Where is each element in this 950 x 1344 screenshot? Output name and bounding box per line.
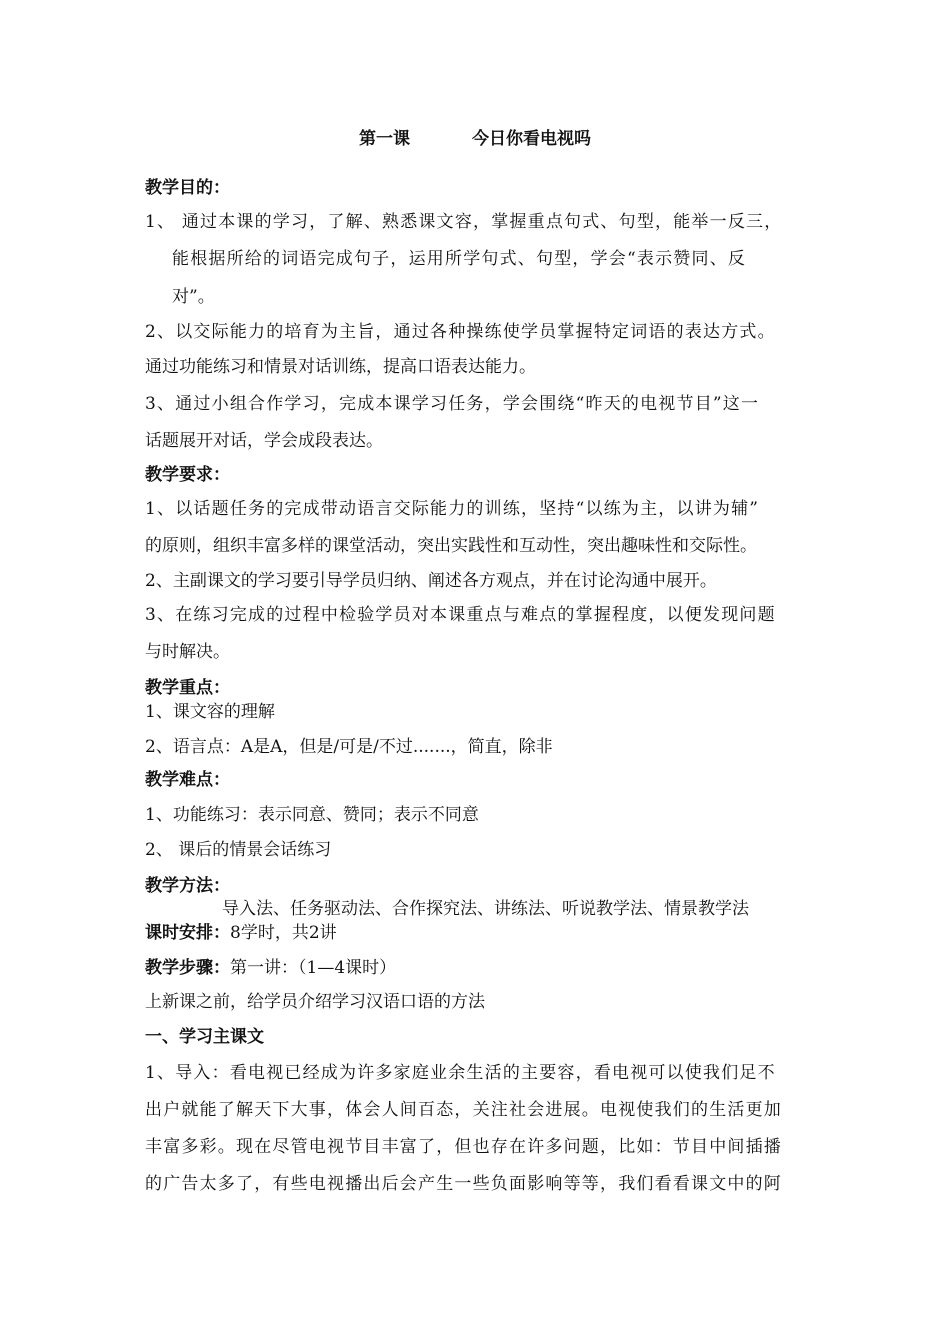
- requirements-line: 2、主副课文的学习要引导学员归纳、阐述各方观点，并在讨论沟通中展开。: [145, 571, 717, 591]
- requirements-line: 的原则，组织丰富多样的课堂活动，突出实践性和互动性，突出趣味性和交际性。: [145, 536, 757, 556]
- keypoints-line: 1、课文容的理解: [145, 702, 275, 722]
- objectives-line: 3、通过小组合作学习，完成本课学习任务，学会围绕“昨天的电视节目”这一: [145, 394, 760, 414]
- lesson-name: 今日你看电视吗: [472, 129, 591, 149]
- objectives-line: 1、 通过本课的学习，了解、熟悉课文容，掌握重点句式、句型，能举一反三，: [145, 212, 783, 232]
- objectives-heading: 教学目的：: [145, 178, 230, 198]
- schedule-text: 8学时，共2讲: [230, 923, 337, 943]
- keypoints-heading: 教学重点：: [145, 678, 230, 698]
- requirements-line: 1、以话题任务的完成带动语言交际能力的训练，坚持“以练为主，以讲为辅”: [145, 499, 760, 519]
- objectives-line: 话题展开对话，学会成段表达。: [145, 431, 383, 451]
- section1-line: 1、导入：看电视已经成为许多家庭业余生活的主要容，看电视可以使我们足不: [145, 1063, 776, 1083]
- lesson-number: 第一课: [359, 129, 410, 149]
- section1-line: 丰富多彩。现在尽管电视节目丰富了，但也存在许多问题，比如：节目中间插播: [145, 1137, 782, 1157]
- objectives-line: 能根据所给的词语完成句子，运用所学句式、句型，学会“表示赞同、反: [172, 249, 747, 269]
- schedule-heading: 课时安排：: [145, 923, 230, 943]
- objectives-line: 通过功能练习和情景对话训练，提高口语表达能力。: [145, 357, 536, 377]
- steps-text: 第一讲：（1—4课时）: [230, 958, 397, 978]
- methods-line: 导入法、任务驱动法、合作探究法、讲练法、听说教学法、情景教学法: [222, 899, 749, 919]
- section1-line: 的广告太多了，有些电视播出后会产生一些负面影响等等，我们看看课文中的阿: [145, 1174, 782, 1194]
- difficulties-heading: 教学难点：: [145, 770, 230, 790]
- steps-line: [145, 956, 396, 980]
- requirements-heading: 教学要求：: [145, 465, 230, 485]
- intro-line: 上新课之前，给学员介绍学习汉语口语的方法: [145, 992, 485, 1012]
- objectives-line: 对”。: [172, 287, 215, 307]
- requirements-line: 3、在练习完成的过程中检验学员对本课重点与难点的掌握程度，以便发现问题: [145, 605, 776, 625]
- keypoints-line: 2、语言点：A是A，但是/可是/不过.......，简直，除非: [145, 737, 553, 757]
- objectives-line: 2、以交际能力的培育为主旨，通过各种操练使学员掌握特定词语的表达方式。: [145, 322, 776, 342]
- difficulties-line: 2、 课后的情景会话练习: [145, 840, 332, 860]
- requirements-line: 与时解决。: [145, 642, 230, 662]
- methods-heading: 教学方法：: [145, 876, 230, 896]
- section1-heading: 一、学习主课文: [145, 1027, 264, 1047]
- difficulties-line: 1、功能练习：表示同意、赞同；表示不同意: [145, 805, 479, 825]
- page-title: [0, 124, 950, 149]
- schedule-line: [145, 921, 337, 945]
- steps-heading: 教学步骤：: [145, 958, 230, 978]
- section1-line: 出户就能了解天下大事，体会人间百态，关注社会进展。电视使我们的生活更加: [145, 1100, 782, 1120]
